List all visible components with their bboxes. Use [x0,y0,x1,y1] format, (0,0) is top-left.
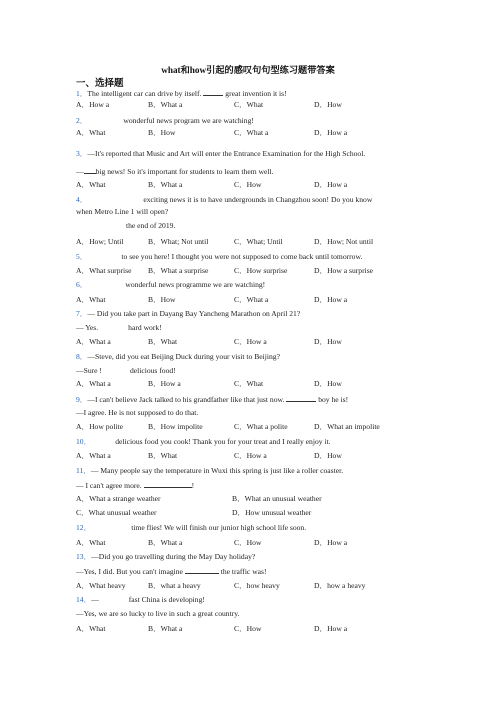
question-number: 5． [76,252,88,261]
options-4 [76,237,426,247]
option-b[interactable]: B．What; Not until [148,237,209,246]
question-stem-cont: time flies! We will finish our junior high school life soon. [131,523,307,532]
dialogue-line: —Sure ! [76,366,102,375]
question-8 [76,352,426,362]
question-stem-cont: to see you here! I thought you were not supposed to come back until tomorrow. [121,252,363,261]
question-14 [76,595,426,605]
option-d[interactable]: D．How a [314,128,348,137]
option-d[interactable]: D．How [314,100,342,109]
option-c[interactable]: C．What a polite [234,422,288,431]
dialogue-line: —I agree. He is not supposed to do that. [76,408,199,417]
dialogue-line: —Yes, I did. But you can't imagine [76,567,183,576]
option-c[interactable]: C．What a [234,128,269,137]
question-3-line2 [76,166,426,177]
option-c[interactable]: C．What unusual weather [76,508,157,517]
question-13 [76,552,426,562]
question-number: 13． [76,552,92,561]
option-d[interactable]: D．How [314,379,342,388]
question-3 [76,149,426,159]
section-heading: 一、选择题 [76,79,124,89]
option-a[interactable]: A．How; Until [76,237,124,246]
options-9 [76,422,426,432]
option-a[interactable]: A．What heavy [76,581,126,590]
option-a[interactable]: A．What [76,538,106,547]
options-5 [76,266,426,276]
question-number: 9． [76,395,88,404]
dialogue-dash: — [76,167,84,176]
options-6 [76,295,426,305]
answer-blank [84,166,96,174]
option-a[interactable]: A．How polite [76,422,124,431]
question-4-line3 [76,221,426,231]
question-stem-cont: fast China is developing! [128,595,205,604]
question-stem-cont: great invention it is! [225,89,287,98]
question-stem: — Did you take part in Dayang Bay Yancheng Marathon on April 21? [87,309,301,318]
question-number: 3． [76,149,88,158]
question-stem: —I can't believe Jack talked to his grandfather like that just now. [87,395,285,404]
question-9 [76,394,426,405]
option-b[interactable]: B．How [148,295,176,304]
options-12 [76,538,426,548]
options-2 [76,128,426,138]
question-6 [76,280,426,290]
question-stem: —Steve, did you eat Beijing Duck during your visit to Beijing? [87,352,280,361]
option-c[interactable]: C．What; Until [234,237,283,246]
option-d[interactable]: D．How; Not until [314,237,374,246]
question-8-line2 [76,366,426,376]
option-c[interactable]: C．What [234,100,264,109]
answer-blank [144,480,192,488]
option-d[interactable]: D．How a surprise [314,266,374,275]
option-a[interactable]: A．What a strange weather [76,494,161,503]
question-number: 10． [76,437,92,446]
option-d[interactable]: D．How a [314,538,348,547]
option-d[interactable]: D．What an impolite [314,422,380,431]
option-a[interactable]: A．What [76,180,106,189]
question-4 [76,195,426,205]
option-b[interactable]: B．How a [148,379,181,388]
question-9-line2 [76,408,426,418]
option-a[interactable]: A．What a [76,379,111,388]
option-a[interactable]: A．What a [76,337,111,346]
question-stem-cont: boy he is! [318,395,349,404]
option-d[interactable]: D．how a heavy [314,581,366,590]
options-8 [76,379,426,389]
option-b[interactable]: B．How [148,128,176,137]
question-stem-cont: ! [191,481,195,490]
question-stem: — Many people say the temperature in Wuxi this spring is just like a roller coaster. [90,466,344,475]
option-b[interactable]: B．What [148,337,178,346]
document-title: what和how引起的感叹句句型练习题带答案 [161,65,335,75]
option-b[interactable]: B．How impolite [148,422,203,431]
question-4-line2 [76,207,426,217]
option-d[interactable]: D．How [314,451,342,460]
question-7-line2 [76,323,426,333]
dialogue-line: — Yes. [76,323,99,332]
option-b[interactable]: B．What a [148,538,183,547]
option-c[interactable]: C．How [234,538,262,547]
question-7 [76,309,426,319]
question-13-line2 [76,566,426,577]
question-stem-cont: hard work! [128,323,162,332]
question-stem-cont: wonderful news program we are watching! [123,116,254,125]
question-stem-cont: the end of 2019. [126,221,176,230]
question-2 [76,116,426,126]
option-b[interactable]: B．What a [148,624,183,633]
option-a[interactable]: A．What a [76,451,111,460]
answer-blank [286,394,316,402]
question-stem-cont: exciting news it is to have undergrounds in Changzhou soon! Do you know [143,195,373,204]
option-b[interactable]: B．What a surprise [148,266,209,275]
option-b[interactable]: B．What an unusual weather [232,494,322,503]
option-a[interactable]: A．What surprise [76,266,132,275]
question-number: 1． [76,89,88,98]
question-11-line2 [76,480,426,491]
options-14 [76,624,426,634]
option-d[interactable]: D．How a [314,624,348,633]
question-number: 11． [76,466,91,475]
option-c[interactable]: C．What a [234,295,269,304]
options-1 [76,100,426,110]
question-14-line2 [76,609,426,619]
question-5 [76,252,426,262]
question-10 [76,437,426,447]
question-number: 7． [76,309,88,318]
option-d[interactable]: D．How a [314,180,348,189]
options-10 [76,451,426,461]
option-d[interactable]: D．How unusual weather [232,508,312,517]
options-7 [76,337,426,347]
option-c[interactable]: C．How a [234,337,267,346]
question-number: 4． [76,195,88,204]
question-stem: — [91,595,99,604]
options-11-row1 [76,494,426,504]
question-number: 6． [76,280,88,289]
option-c[interactable]: C．how heavy [234,581,280,590]
option-c[interactable]: C．How [234,180,262,189]
option-d[interactable]: D．How a [314,295,348,304]
options-13 [76,581,426,591]
question-12 [76,523,426,533]
question-11 [76,466,426,476]
option-a[interactable]: A．What [76,624,106,633]
option-a[interactable]: A．What [76,128,106,137]
question-stem-cont: delicious food you cook! Thank you for your treat and I really enjoy it. [115,437,331,446]
option-c[interactable]: C．How [234,624,262,633]
option-b[interactable]: B．What [148,451,178,460]
question-stem: The intelligent car can drive by itself. [87,89,202,98]
options-11-row2 [76,508,426,518]
answer-blank [203,88,223,96]
question-1 [76,88,426,99]
option-c[interactable]: C．How a [234,451,267,460]
option-b[interactable]: B．what a heavy [148,581,201,590]
option-b[interactable]: B．What a [148,100,183,109]
options-3 [76,180,426,190]
question-number: 14． [76,595,92,604]
question-stem-cont: the traffic was! [220,567,267,576]
question-stem: —It's reported that Music and Art will enter the Entrance Examination for the High School. [87,149,366,158]
question-number: 12． [76,523,92,532]
option-c[interactable]: C．What [234,379,264,388]
question-stem-cont: big news! So it's important for students to learn them well. [95,167,274,176]
option-b[interactable]: B．What a [148,180,183,189]
dialogue-line: —Yes, we are so lucky to live in such a great country. [76,609,240,618]
question-number: 2． [76,116,88,125]
option-d[interactable]: D．How [314,337,342,346]
option-a[interactable]: A．How a [76,100,110,109]
dialogue-line: — I can't agree more. [76,481,142,490]
question-stem-cont: delicious food! [129,366,176,375]
option-c[interactable]: C．How surprise [234,266,288,275]
question-number: 8． [76,352,88,361]
question-stem: —Did you go travelling during the May Day holiday? [91,552,256,561]
question-stem-cont: wonderful news programme we are watching! [125,280,266,289]
answer-blank [185,566,219,574]
option-a[interactable]: A．What [76,295,106,304]
question-stem-cont: when Metro Line 1 will open? [76,207,169,216]
